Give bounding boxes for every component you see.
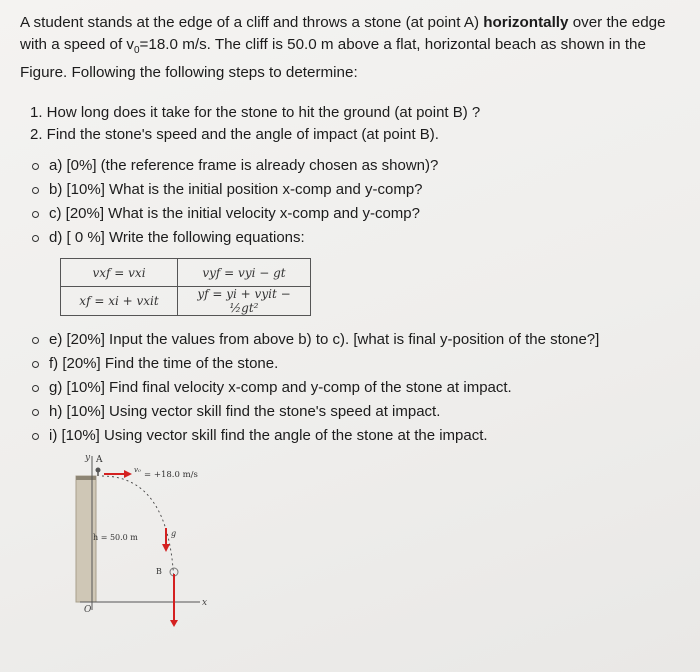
bullet-dot-icon [32, 337, 39, 344]
height-label: h = 50.0 m [93, 533, 138, 542]
bullet-item: g) [10%] Find final velocity x-comp and y-comp of the stone at impact. [32, 376, 692, 400]
bullet-dot-icon [32, 385, 39, 392]
v0-symbol: v₀ [134, 466, 141, 474]
problem-statement [20, 12, 692, 84]
bullet-item: f) [20%] Find the time of the stone. [32, 352, 692, 376]
intro-subscript: 0 [133, 45, 140, 57]
point-b-label: B [156, 567, 162, 576]
gravity-arrowhead [162, 544, 170, 552]
step-item: 1. How long does it take for the stone to hit the ground (at point B) ? [30, 104, 481, 121]
bullet-item: c) [20%] What is the initial velocity x-comp and y-comp? [32, 202, 672, 226]
gravity-label: g [171, 529, 177, 538]
bullet-item: a) [0%] (the reference frame is already chosen as shown)? [32, 154, 672, 178]
cliff-diagram [70, 448, 230, 628]
cliff-figure [70, 448, 230, 628]
bullet-dot-icon [32, 361, 39, 368]
equation-cell: yf = yi + vyit − ½gt² [178, 287, 311, 316]
equation-cell: xf = xi + vxit [61, 287, 178, 316]
step-item: 2. Find the stone's speed and the angle of impact (at point B). [30, 126, 439, 143]
bullet-item: h) [10%] Using vector skill find the stone's speed at impact. [32, 400, 692, 424]
bullet-dot-icon [32, 409, 39, 416]
bullet-item: e) [20%] Input the values from above b) to c). [what is final y-position of the stone?] [32, 328, 692, 352]
student-head [96, 468, 101, 473]
intro-bold: horizontally [483, 14, 569, 31]
equations-table [60, 258, 311, 316]
origin-label: O [84, 605, 92, 615]
bullet-dot-icon [32, 163, 39, 170]
v0-arrowhead [124, 470, 132, 478]
intro-text-2: over the edge with a speed of v [20, 14, 666, 53]
bullet-list-top [32, 154, 672, 250]
point-a-label: A [96, 455, 103, 465]
trajectory [102, 476, 177, 584]
y-axis-label: y [85, 453, 91, 463]
x-axis-label: x [202, 598, 208, 608]
impact-arrowhead [170, 620, 178, 627]
v0-label: = +18.0 m/s [144, 470, 198, 480]
bullet-dot-icon [32, 433, 39, 440]
bullet-dot-icon [32, 235, 39, 242]
intro-text-3: =18.0 m/s. The cliff is 50.0 m above a flat, horizontal beach as shown in the Figure. Following the following steps to determine: [20, 36, 646, 82]
bullet-item: d) [ 0 %] Write the following equations: [32, 226, 672, 250]
steps-list [30, 102, 670, 146]
equation-cell: vyf = vyi − gt [178, 259, 311, 287]
bullet-dot-icon [32, 187, 39, 194]
bullet-item: b) [10%] What is the initial position x-comp and y-comp? [32, 178, 672, 202]
bullet-dot-icon [32, 211, 39, 218]
equation-cell: vxf = vxi [61, 259, 178, 287]
bullet-list-bottom [32, 328, 692, 448]
bullet-item: i) [10%] Using vector skill find the angle of the stone at the impact. [32, 424, 692, 448]
cliff-top [76, 476, 96, 480]
intro-text-1: A student stands at the edge of a cliff and throws a stone (at point A) [20, 14, 484, 31]
